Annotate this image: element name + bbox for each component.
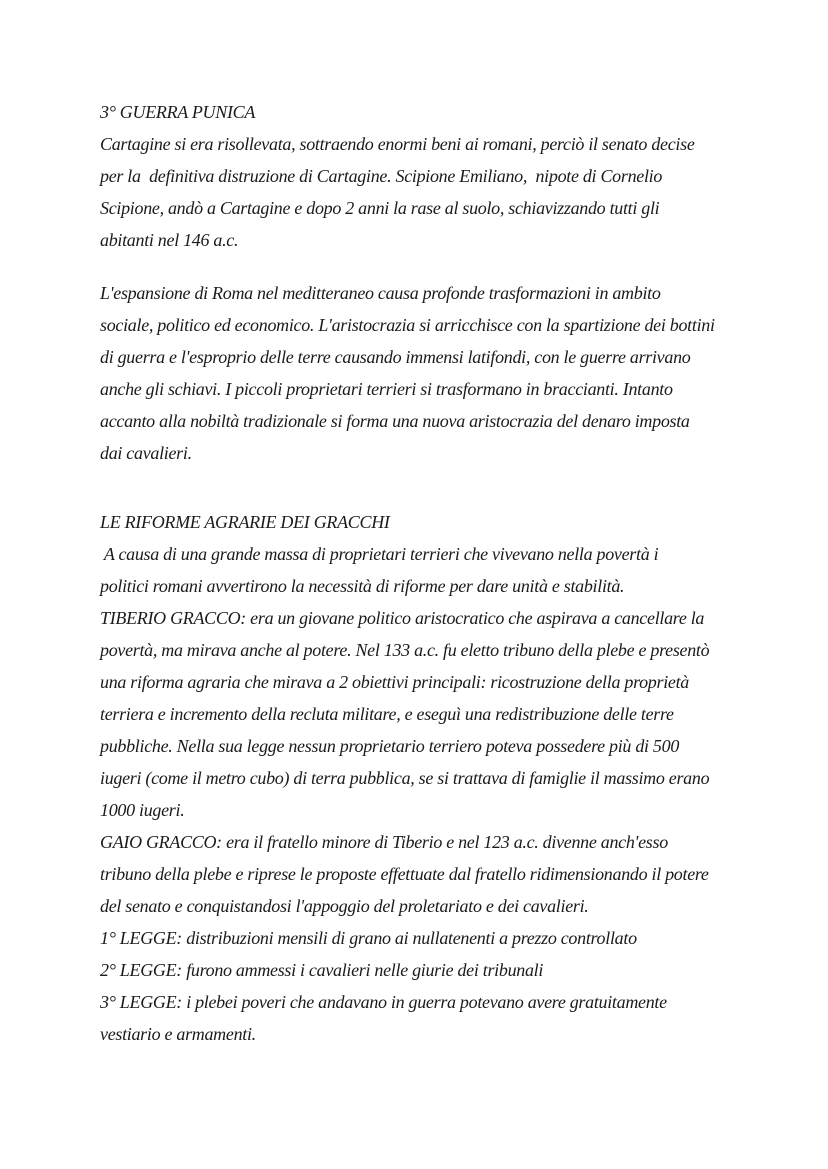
text-line: politici romani avvertirono la necessità di riforme per dare unità e stabilità. xyxy=(100,576,625,596)
text-line: 1° LEGGE: distribuzioni mensili di grano ai nullatenenti a prezzo controllato xyxy=(100,928,637,948)
text-line: anche gli schiavi. I piccoli proprietari terrieri si trasformano in braccianti. Intanto xyxy=(100,379,673,399)
section-heading: 3° GUERRA PUNICA xyxy=(100,102,256,122)
text-line: accanto alla nobiltà tradizionale si forma una nuova aristocrazia del denaro imposta xyxy=(100,411,690,431)
text-line: L'espansione di Roma nel meditteraneo causa profonde trasformazioni in ambito xyxy=(100,283,661,303)
text-line: Scipione, andò a Cartagine e dopo 2 anni la rase al suolo, schiavizzando tutti gli xyxy=(100,198,660,218)
text-line: abitanti nel 146 a.c. xyxy=(100,230,239,250)
text-line: dai cavalieri. xyxy=(100,443,192,463)
text-line: 1000 iugeri. xyxy=(100,800,185,820)
text-line: vestiario e armamenti. xyxy=(100,1024,256,1044)
text-line: TIBERIO GRACCO: era un giovane politico aristocratico che aspirava a cancellare la xyxy=(100,608,705,628)
section-riforme-agrarie xyxy=(100,506,828,1050)
text-line: di guerra e l'esproprio delle terre causando immensi latifondi, con le guerre arrivano xyxy=(100,347,691,367)
text-line: povertà, ma mirava anche al potere. Nel 133 a.c. fu eletto tribuno della plebe e presentò xyxy=(100,640,710,660)
text-line: sociale, politico ed economico. L'aristocrazia si arricchisce con la spartizione dei bottini xyxy=(100,315,715,335)
text-line: per la definitiva distruzione di Cartagine. Scipione Emiliano, nipote di Cornelio xyxy=(100,166,663,186)
text-line: pubbliche. Nella sua legge nessun proprietario terriero poteva possedere più di 500 xyxy=(100,736,680,756)
text-line: tribuno della plebe e riprese le proposte effettuate dal fratello ridimensionando il potere xyxy=(100,864,709,884)
text-line: GAIO GRACCO: era il fratello minore di Tiberio e nel 123 a.c. divenne anch'esso xyxy=(100,832,668,852)
text-line: una riforma agraria che mirava a 2 obiettivi principali: ricostruzione della proprietà xyxy=(100,672,689,692)
section-espansione-roma xyxy=(100,277,828,469)
text-line: terriera e incremento della recluta militare, e eseguì una redistribuzione delle terre xyxy=(100,704,674,724)
text-line: A causa di una grande massa di proprietari terrieri che vivevano nella povertà i xyxy=(100,544,659,564)
text-line: 2° LEGGE: furono ammessi i cavalieri nelle giurie dei tribunali xyxy=(100,960,544,980)
section-guerra-punica xyxy=(100,96,828,256)
text-line: 3° LEGGE: i plebei poveri che andavano in guerra potevano avere gratuitamente xyxy=(100,992,667,1012)
text-line: del senato e conquistandosi l'appoggio del proletariato e dei cavalieri. xyxy=(100,896,589,916)
text-line: Cartagine si era risollevata, sottraendo enormi beni ai romani, perciò il senato decise xyxy=(100,134,695,154)
section-heading: LE RIFORME AGRARIE DEI GRACCHI xyxy=(100,512,390,532)
text-line: iugeri (come il metro cubo) di terra pubblica, se si trattava di famiglie il massimo erano xyxy=(100,768,710,788)
